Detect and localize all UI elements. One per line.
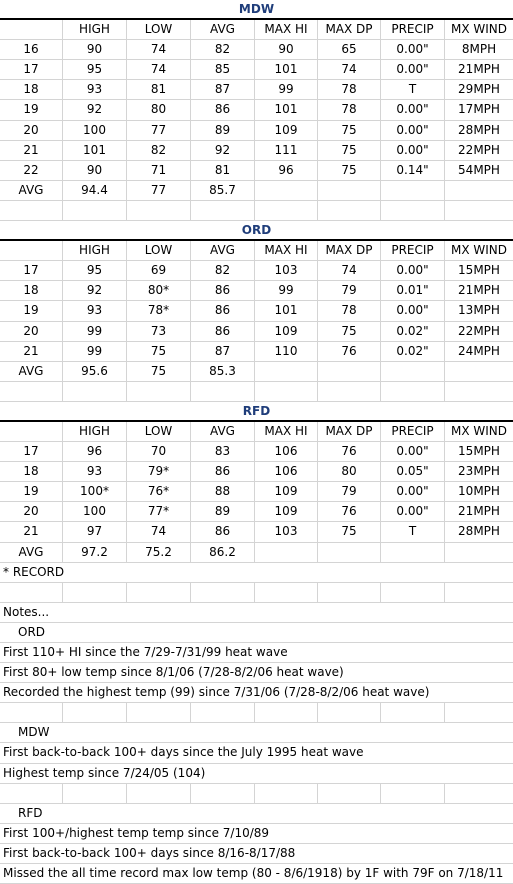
table-cell-4[interactable]: 109 (255, 322, 318, 341)
table-cell-0[interactable]: 19 (0, 482, 63, 501)
section-title-ord (0, 221, 513, 241)
table-row (0, 522, 513, 542)
table-cell-7[interactable]: 22MPH (458, 323, 500, 338)
table-row (0, 281, 513, 301)
blank-cell-4[interactable] (255, 583, 318, 602)
blank-row (0, 201, 513, 221)
table-cell-0[interactable]: 18 (0, 281, 63, 300)
table-cell-1[interactable]: 90 (63, 161, 127, 180)
note-line (0, 643, 513, 663)
column-header-7[interactable]: MX WIND (450, 22, 507, 37)
blank-cell-7[interactable] (445, 382, 513, 401)
table-cell-4[interactable]: 103 (255, 522, 318, 541)
table-cell-4[interactable]: 90 (255, 40, 318, 59)
table-cell-4[interactable]: 99 (255, 281, 318, 300)
table-cell-5[interactable]: 75 (318, 121, 381, 140)
table-cell-3[interactable]: 89 (191, 502, 255, 521)
section-title-text: MDW (238, 2, 275, 16)
blank-cell-3[interactable] (191, 784, 255, 803)
table-cell-2[interactable]: 79* (127, 462, 191, 481)
blank-row (0, 703, 513, 723)
avg-cell-2[interactable]: 77 (127, 181, 191, 200)
table-row (0, 141, 513, 161)
table-cell-5[interactable]: 75 (318, 322, 381, 341)
note-line-text[interactable]: First 100+/highest temp temp since 7/10/89 (3, 825, 270, 840)
table-cell-5[interactable]: 74 (318, 261, 381, 280)
table-cell-2[interactable]: 78* (127, 301, 191, 320)
table-cell-3[interactable]: 87 (191, 342, 255, 361)
table-cell-3[interactable]: 86 (191, 281, 255, 300)
table-cell-1[interactable]: 96 (63, 442, 127, 461)
blank-cell-2[interactable] (127, 784, 191, 803)
column-header-3[interactable]: AVG (191, 422, 255, 441)
table-cell-4[interactable]: 109 (255, 121, 318, 140)
table-cell-1[interactable]: 93 (63, 301, 127, 320)
column-header-3[interactable]: AVG (191, 20, 255, 39)
column-header-3[interactable]: AVG (191, 241, 255, 260)
table-cell-2[interactable]: 74 (127, 522, 191, 541)
table-cell-4[interactable]: 109 (255, 502, 318, 521)
table-row (0, 502, 513, 522)
table-cell-1[interactable]: 93 (63, 80, 127, 99)
blank-cell-3[interactable] (191, 201, 255, 220)
table-cell-1[interactable]: 95 (63, 261, 127, 280)
table-cell-6[interactable]: 0.00" (381, 442, 445, 461)
blank-cell-1[interactable] (63, 382, 127, 401)
table-cell-5[interactable]: 65 (318, 40, 381, 59)
table-cell-0[interactable]: 20 (0, 121, 63, 140)
table-cell-1[interactable]: 101 (63, 141, 127, 160)
avg-cell-3[interactable]: 86.2 (191, 543, 255, 562)
avg-cell-4[interactable] (255, 181, 318, 200)
blank-cell-1[interactable] (63, 201, 127, 220)
blank-cell-5[interactable] (318, 583, 381, 602)
avg-cell-2[interactable]: 75 (127, 362, 191, 381)
table-row (0, 60, 513, 80)
table-cell-2[interactable]: 77 (127, 121, 191, 140)
notes-heading-text[interactable]: Notes... (3, 604, 50, 619)
blank-cell-4[interactable] (255, 201, 318, 220)
table-cell-7[interactable]: 22MPH (458, 142, 500, 157)
table-cell-2[interactable]: 77* (127, 502, 191, 521)
notes-heading (0, 603, 513, 623)
section-title-rfd (0, 402, 513, 422)
column-header-5[interactable]: MAX DP (318, 241, 381, 260)
avg-cell-5[interactable] (318, 362, 381, 381)
avg-cell-6[interactable] (381, 543, 445, 562)
table-cell-5[interactable]: 75 (318, 161, 381, 180)
blank-cell-4[interactable] (255, 703, 318, 722)
table-cell-1[interactable]: 100* (63, 482, 127, 501)
avg-row (0, 181, 513, 201)
column-header-6[interactable]: PRECIP (381, 422, 445, 441)
column-header-4[interactable]: MAX HI (255, 241, 318, 260)
table-cell-5[interactable]: 75 (318, 522, 381, 541)
avg-cell-3[interactable]: 85.7 (191, 181, 255, 200)
column-header-0[interactable] (0, 20, 63, 39)
table-cell-3[interactable]: 82 (191, 261, 255, 280)
column-header-5[interactable]: MAX DP (318, 20, 381, 39)
table-cell-2[interactable]: 76* (127, 482, 191, 501)
table-cell-7[interactable]: 8MPH (461, 42, 497, 57)
table-cell-6[interactable]: T (381, 522, 445, 541)
table-cell-1[interactable]: 97 (63, 522, 127, 541)
blank-cell-5[interactable] (318, 201, 381, 220)
table-cell-5[interactable]: 76 (318, 502, 381, 521)
note-line (0, 663, 513, 683)
blank-cell-7[interactable] (445, 583, 513, 602)
table-row (0, 161, 513, 181)
table-cell-5[interactable]: 78 (318, 100, 381, 119)
table-cell-2[interactable]: 80 (127, 100, 191, 119)
blank-cell-2[interactable] (127, 583, 191, 602)
avg-cell-7[interactable] (445, 362, 513, 381)
note-line-text[interactable]: Recorded the highest temp (99) since 7/31/06 (7/28-8/2/06 heat wave) (3, 685, 430, 700)
table-cell-2[interactable]: 74 (127, 40, 191, 59)
table-cell-7[interactable]: 21MPH (458, 283, 500, 298)
table-row (0, 442, 513, 462)
blank-cell-0[interactable] (0, 784, 63, 803)
column-header-1[interactable]: HIGH (63, 20, 127, 39)
table-cell-3[interactable]: 86 (191, 301, 255, 320)
table-cell-1[interactable]: 99 (63, 322, 127, 341)
table-cell-2[interactable]: 82 (127, 141, 191, 160)
table-cell-6[interactable]: 0.00" (381, 141, 445, 160)
table-row (0, 301, 513, 321)
table-cell-0[interactable]: 20 (0, 322, 63, 341)
table-cell-0[interactable]: 17 (0, 261, 63, 280)
table-cell-4[interactable]: 103 (255, 261, 318, 280)
column-header-row (0, 20, 513, 40)
avg-cell-6[interactable] (381, 181, 445, 200)
table-cell-6[interactable]: 0.05" (381, 462, 445, 481)
table-cell-1[interactable]: 93 (63, 462, 127, 481)
table-cell-5[interactable]: 78 (318, 301, 381, 320)
column-header-0[interactable] (0, 422, 63, 441)
blank-cell-2[interactable] (127, 382, 191, 401)
table-cell-3[interactable]: 89 (191, 121, 255, 140)
table-cell-6[interactable]: 0.02" (381, 322, 445, 341)
table-cell-3[interactable]: 86 (191, 462, 255, 481)
blank-row (0, 382, 513, 402)
table-cell-6[interactable]: 0.00" (381, 60, 445, 79)
blank-cell-1[interactable] (63, 583, 127, 602)
table-cell-7[interactable]: 28MPH (458, 122, 500, 137)
table-cell-2[interactable]: 71 (127, 161, 191, 180)
blank-cell-7[interactable] (445, 703, 513, 722)
blank-cell-6[interactable] (381, 583, 445, 602)
table-cell-1[interactable]: 100 (63, 121, 127, 140)
table-cell-3[interactable]: 85 (191, 60, 255, 79)
table-cell-0[interactable]: 21 (0, 342, 63, 361)
avg-cell-1[interactable]: 95.6 (63, 362, 127, 381)
column-header-2[interactable]: LOW (127, 241, 191, 260)
blank-cell-4[interactable] (255, 382, 318, 401)
table-cell-3[interactable]: 82 (191, 40, 255, 59)
avg-cell-4[interactable] (255, 362, 318, 381)
blank-row (0, 583, 513, 603)
note-line (0, 683, 513, 703)
blank-cell-6[interactable] (381, 201, 445, 220)
table-cell-4[interactable]: 101 (255, 100, 318, 119)
column-header-6[interactable]: PRECIP (381, 20, 445, 39)
table-cell-7[interactable]: 23MPH (458, 464, 500, 479)
column-header-2[interactable]: LOW (127, 20, 191, 39)
blank-cell-0[interactable] (0, 382, 63, 401)
table-cell-5[interactable]: 79 (318, 281, 381, 300)
avg-cell-6[interactable] (381, 362, 445, 381)
note-line-text[interactable]: First back-to-back 100+ days since 8/16-8/17/88 (3, 845, 296, 860)
table-row (0, 261, 513, 281)
blank-cell-1[interactable] (63, 703, 127, 722)
table-cell-0[interactable]: 19 (0, 100, 63, 119)
column-header-7[interactable]: MX WIND (450, 423, 507, 438)
table-cell-5[interactable]: 76 (318, 342, 381, 361)
note-line-text[interactable]: Highest temp since 7/24/05 (104) (3, 765, 206, 780)
table-cell-6[interactable]: 0.02" (381, 342, 445, 361)
table-cell-1[interactable]: 92 (63, 100, 127, 119)
table-cell-7[interactable]: 15MPH (458, 263, 500, 278)
notes-label-mdw-text[interactable]: MDW (18, 725, 50, 740)
blank-cell-0[interactable] (0, 201, 63, 220)
table-cell-3[interactable]: 86 (191, 100, 255, 119)
table-cell-0[interactable]: 21 (0, 141, 63, 160)
table-cell-2[interactable]: 69 (127, 261, 191, 280)
column-header-2[interactable]: LOW (127, 422, 191, 441)
avg-cell-3[interactable]: 85.3 (191, 362, 255, 381)
avg-cell-5[interactable] (318, 543, 381, 562)
table-cell-7[interactable]: 54MPH (458, 162, 500, 177)
column-header-5[interactable]: MAX DP (318, 422, 381, 441)
table-cell-5[interactable]: 78 (318, 80, 381, 99)
blank-cell-3[interactable] (191, 382, 255, 401)
table-cell-7[interactable]: 17MPH (458, 102, 500, 117)
record-note-text[interactable]: * RECORD (3, 564, 65, 579)
table-cell-7[interactable]: 21MPH (458, 504, 500, 519)
table-cell-4[interactable]: 99 (255, 80, 318, 99)
blank-cell-0[interactable] (0, 703, 63, 722)
notes-label-ord-text[interactable]: ORD (18, 624, 46, 639)
table-row (0, 121, 513, 141)
table-cell-6[interactable]: 0.00" (381, 482, 445, 501)
section-title-text: RFD (242, 403, 271, 418)
avg-cell-0[interactable]: AVG (0, 362, 63, 381)
table-cell-1[interactable]: 99 (63, 342, 127, 361)
record-note (0, 563, 513, 583)
table-cell-4[interactable]: 111 (255, 141, 318, 160)
table-cell-7[interactable]: 13MPH (458, 303, 500, 318)
avg-cell-1[interactable]: 97.2 (63, 543, 127, 562)
avg-cell-0[interactable]: AVG (0, 181, 63, 200)
table-cell-0[interactable]: 21 (0, 522, 63, 541)
table-row (0, 322, 513, 342)
note-line (0, 844, 513, 864)
table-row (0, 100, 513, 120)
table-cell-7[interactable]: 28MPH (458, 524, 500, 539)
table-row (0, 342, 513, 362)
blank-cell-5[interactable] (318, 382, 381, 401)
table-cell-2[interactable]: 73 (127, 322, 191, 341)
table-cell-4[interactable]: 96 (255, 161, 318, 180)
table-cell-6[interactable]: 0.00" (381, 40, 445, 59)
column-header-4[interactable]: MAX HI (255, 422, 318, 441)
table-cell-0[interactable]: 18 (0, 80, 63, 99)
blank-cell-7[interactable] (445, 784, 513, 803)
table-cell-4[interactable]: 101 (255, 60, 318, 79)
table-cell-6[interactable]: 0.00" (381, 261, 445, 280)
table-cell-0[interactable]: 22 (0, 161, 63, 180)
table-cell-3[interactable]: 81 (191, 161, 255, 180)
note-line-text[interactable]: First 80+ low temp since 8/1/06 (7/28-8/2/06 heat wave) (3, 665, 344, 680)
table-cell-2[interactable]: 70 (127, 442, 191, 461)
table-cell-6[interactable]: 0.00" (381, 121, 445, 140)
column-header-row (0, 422, 513, 442)
table-cell-0[interactable]: 19 (0, 301, 63, 320)
notes-label-mdw (0, 723, 513, 743)
table-cell-7[interactable]: 21MPH (458, 62, 500, 77)
table-cell-6[interactable]: 0.01" (381, 281, 445, 300)
column-header-1[interactable]: HIGH (63, 422, 127, 441)
table-cell-3[interactable]: 88 (191, 482, 255, 501)
avg-row (0, 362, 513, 382)
avg-cell-7[interactable] (445, 543, 513, 562)
avg-cell-0[interactable]: AVG (0, 543, 63, 562)
table-cell-1[interactable]: 95 (63, 60, 127, 79)
blank-cell-2[interactable] (127, 703, 191, 722)
column-header-1[interactable]: HIGH (63, 241, 127, 260)
avg-cell-4[interactable] (255, 543, 318, 562)
note-line-text[interactable]: Missed the all time record max low temp (80 - 8/6/1918) by 1F with 79F on 7/18/11 (3, 866, 504, 881)
column-header-7[interactable]: MX WIND (450, 243, 507, 258)
blank-cell-7[interactable] (445, 201, 513, 220)
blank-cell-5[interactable] (318, 703, 381, 722)
column-header-4[interactable]: MAX HI (255, 20, 318, 39)
table-cell-0[interactable]: 18 (0, 462, 63, 481)
note-line (0, 743, 513, 763)
table-cell-2[interactable]: 74 (127, 60, 191, 79)
note-line (0, 864, 513, 884)
avg-cell-5[interactable] (318, 181, 381, 200)
blank-cell-3[interactable] (191, 703, 255, 722)
table-cell-7[interactable]: 10MPH (458, 484, 500, 499)
table-cell-3[interactable]: 87 (191, 80, 255, 99)
table-cell-5[interactable]: 80 (318, 462, 381, 481)
table-cell-6[interactable]: T (381, 80, 445, 99)
table-cell-0[interactable]: 20 (0, 502, 63, 521)
table-cell-4[interactable]: 110 (255, 342, 318, 361)
table-cell-4[interactable]: 101 (255, 301, 318, 320)
table-cell-7[interactable]: 24MPH (458, 343, 500, 358)
table-cell-6[interactable]: 0.00" (381, 502, 445, 521)
table-cell-5[interactable]: 74 (318, 60, 381, 79)
table-cell-0[interactable]: 17 (0, 60, 63, 79)
table-cell-6[interactable]: 0.14" (381, 161, 445, 180)
blank-cell-4[interactable] (255, 784, 318, 803)
avg-cell-2[interactable]: 75.2 (127, 543, 191, 562)
table-cell-4[interactable]: 109 (255, 482, 318, 501)
avg-row (0, 543, 513, 563)
table-cell-2[interactable]: 81 (127, 80, 191, 99)
table-cell-3[interactable]: 86 (191, 322, 255, 341)
table-cell-4[interactable]: 106 (255, 442, 318, 461)
notes-label-rfd (0, 804, 513, 824)
table-cell-6[interactable]: 0.00" (381, 100, 445, 119)
notes-label-rfd-text[interactable]: RFD (18, 805, 43, 820)
column-header-0[interactable] (0, 241, 63, 260)
column-header-6[interactable]: PRECIP (381, 241, 445, 260)
blank-cell-6[interactable] (381, 382, 445, 401)
section-title-mdw (0, 0, 513, 20)
blank-cell-0[interactable] (0, 583, 63, 602)
table-cell-2[interactable]: 75 (127, 342, 191, 361)
table-cell-7[interactable]: 15MPH (458, 444, 500, 459)
table-cell-4[interactable]: 106 (255, 462, 318, 481)
table-cell-3[interactable]: 86 (191, 522, 255, 541)
blank-cell-1[interactable] (63, 784, 127, 803)
note-line (0, 824, 513, 844)
table-row (0, 80, 513, 100)
avg-cell-7[interactable] (445, 181, 513, 200)
table-cell-1[interactable]: 90 (63, 40, 127, 59)
table-cell-5[interactable]: 76 (318, 442, 381, 461)
table-cell-1[interactable]: 92 (63, 281, 127, 300)
table-cell-3[interactable]: 83 (191, 442, 255, 461)
table-row (0, 40, 513, 60)
table-cell-2[interactable]: 80* (127, 281, 191, 300)
table-row (0, 462, 513, 482)
blank-cell-5[interactable] (318, 784, 381, 803)
blank-cell-2[interactable] (127, 201, 191, 220)
table-cell-6[interactable]: 0.00" (381, 301, 445, 320)
blank-cell-6[interactable] (381, 784, 445, 803)
table-cell-3[interactable]: 92 (191, 141, 255, 160)
section-title-text: ORD (241, 223, 272, 238)
avg-cell-1[interactable]: 94.4 (63, 181, 127, 200)
note-line-text[interactable]: First back-to-back 100+ days since the July 1995 heat wave (3, 745, 364, 760)
table-cell-0[interactable]: 16 (0, 40, 63, 59)
notes-label-ord (0, 623, 513, 643)
note-line (0, 764, 513, 784)
column-header-row (0, 241, 513, 261)
table-cell-5[interactable]: 79 (318, 482, 381, 501)
table-cell-5[interactable]: 75 (318, 141, 381, 160)
note-line-text[interactable]: First 110+ HI since the 7/29-7/31/99 heat wave (3, 645, 288, 659)
table-cell-0[interactable]: 17 (0, 442, 63, 461)
table-cell-7[interactable]: 29MPH (458, 82, 500, 97)
table-row (0, 482, 513, 502)
blank-cell-6[interactable] (381, 703, 445, 722)
blank-row (0, 784, 513, 804)
blank-cell-3[interactable] (191, 583, 255, 602)
table-cell-1[interactable]: 100 (63, 502, 127, 521)
